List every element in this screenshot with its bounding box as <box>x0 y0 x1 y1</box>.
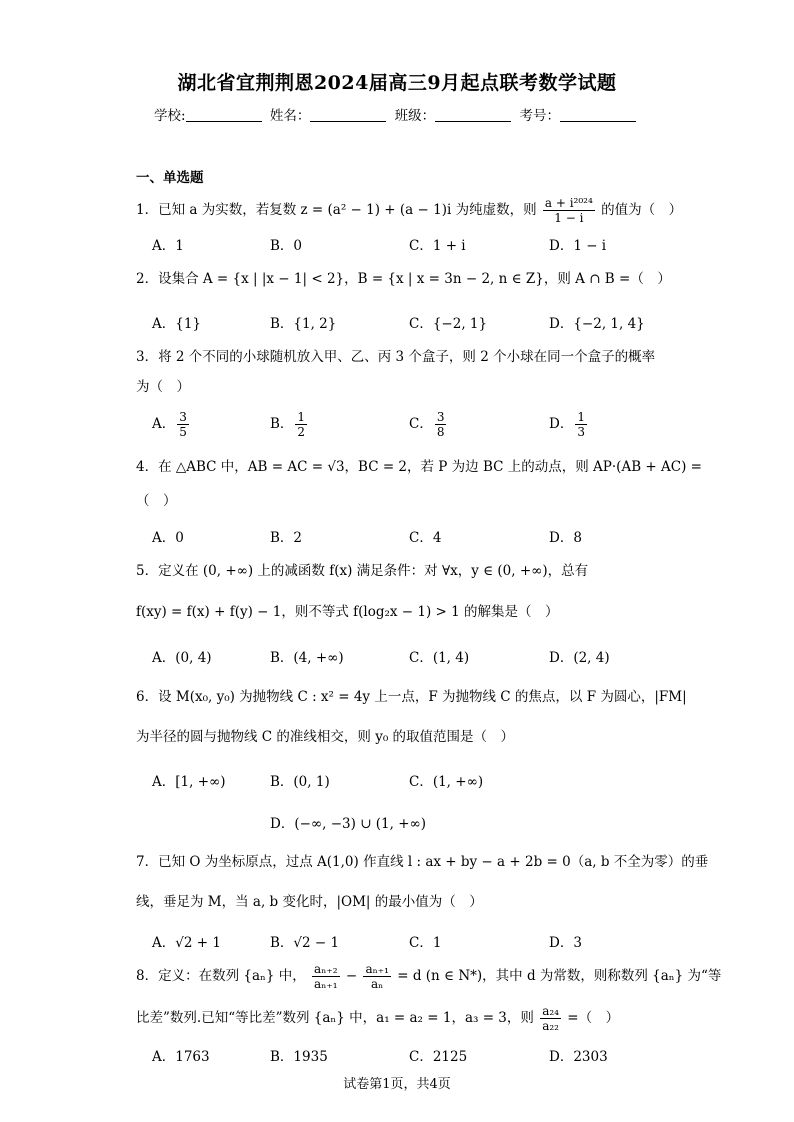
q3-b-num: 1 <box>297 410 306 424</box>
q3-option-d[interactable] <box>549 410 589 439</box>
question-6 <box>136 688 687 706</box>
number-field[interactable] <box>560 108 636 122</box>
q4-option-c[interactable]: C．4 <box>409 530 442 546</box>
q1-text-end: 的值为（ ） <box>601 202 683 218</box>
q3-a-label: A． <box>152 416 176 432</box>
q8-f2-den: aₙ <box>371 977 384 991</box>
q3-text: 3．将 2 个不同的小球随机放入甲、乙、丙 3 个盒子，则 2 个小球在同一个盒子的概率 <box>136 349 656 365</box>
q5-text-2: f(xy) = f(x) + f(y) − 1，则不等式 f(log₂x − 1) > 1 的解集是（ ） <box>136 604 559 620</box>
q3-c-num: 3 <box>436 410 445 424</box>
q8-option-a[interactable]: A．1763 <box>152 1049 210 1065</box>
q2-option-d[interactable]: D．{−2, 1, 4} <box>549 316 645 332</box>
q3-options <box>152 410 712 444</box>
question-8-line2 <box>136 1004 619 1033</box>
question-4-line2 <box>136 492 177 510</box>
school-label: 学校: <box>154 108 186 124</box>
q3-option-b[interactable] <box>270 410 309 439</box>
q6-option-a[interactable]: A．[1, +∞) <box>152 774 226 790</box>
question-2 <box>136 270 671 288</box>
q8-option-d[interactable]: D．2303 <box>549 1049 608 1065</box>
q2-option-b[interactable]: B．{1, 2} <box>270 316 337 332</box>
q8-fraction-2 <box>363 962 391 991</box>
q6-option-c[interactable]: C．(1, +∞) <box>409 774 484 790</box>
q6-text: 6．设 M(x₀, y₀) 为抛物线 C : x² = 4y 上一点，F 为抛物线 C 的焦点，以 F 为圆心，|FM| <box>136 689 687 705</box>
q5-option-d[interactable]: D．(2, 4) <box>549 650 610 666</box>
q5-options <box>152 646 712 668</box>
q3-d-num: 1 <box>577 410 585 424</box>
class-field[interactable] <box>435 108 511 122</box>
q4-option-a[interactable]: A．0 <box>152 530 184 546</box>
student-info-line <box>0 104 794 124</box>
q8-text-2: 比差”数列.已知“等比差”数列 {aₙ} 中，a₁ = a₂ = 1，a₃ = 3，则 <box>136 1010 534 1026</box>
q8-text-2-end: =（ ） <box>567 1010 620 1026</box>
question-6-line2 <box>136 728 514 746</box>
q6-text-2: 为半径的圆与抛物线 C 的准线相交，则 y₀ 的取值范围是（ ） <box>136 729 515 745</box>
q4-text-2: （ ） <box>136 493 177 509</box>
class-label: 班级： <box>394 108 436 124</box>
q4-text: 4．在 △ABC 中，AB = AC = √3，BC = 2，若 P 为边 BC 上的动点，则 AP·(AB + AC) = <box>136 459 702 475</box>
q1-frac-den: 1 − i <box>554 211 584 225</box>
q7-option-b[interactable]: B．√2 − 1 <box>270 935 340 951</box>
question-8 <box>136 962 721 991</box>
number-label: 考号： <box>519 108 560 124</box>
question-7 <box>136 853 708 871</box>
q4-option-d[interactable]: D．8 <box>549 530 582 546</box>
q3-b-den: 2 <box>297 425 306 439</box>
q6-options <box>152 770 712 792</box>
q4-option-b[interactable]: B．2 <box>270 530 303 546</box>
q1-option-c[interactable]: C．1 + i <box>409 238 466 254</box>
q8-options <box>152 1045 712 1067</box>
q3-option-c[interactable] <box>409 410 448 439</box>
q1-fraction <box>543 196 595 225</box>
q8-f2-num: aₙ₊₁ <box>365 962 389 976</box>
q3-d-den: 3 <box>577 425 585 439</box>
name-field[interactable] <box>310 108 386 122</box>
q1-text: 1．已知 a 为实数，若复数 z = (a² − 1) + (a − 1)i 为纯虚数，则 <box>136 202 537 218</box>
q2-option-a[interactable]: A．{1} <box>152 316 202 332</box>
q8-f3-den: a₂₂ <box>542 1019 559 1033</box>
q7-option-a[interactable]: A．√2 + 1 <box>152 935 221 951</box>
q6-option-b[interactable]: B．(0, 1) <box>270 774 330 790</box>
question-7-line2 <box>136 893 483 911</box>
q1-options <box>152 234 712 256</box>
q5-text: 5．定义在 (0, +∞) 上的减函数 f(x) 满足条件：对 ∀x，y ∈ (0, +∞)，总有 <box>136 563 589 579</box>
q2-options <box>152 312 712 334</box>
q7-options <box>152 931 712 953</box>
q8-option-c[interactable]: C．2125 <box>409 1049 468 1065</box>
q7-text: 7．已知 O 为坐标原点，过点 A(1,0) 作直线 l : ax + by − a + 2b = 0（a, b 不全为零）的垂 <box>136 854 709 870</box>
question-5-line2 <box>136 603 559 621</box>
q8-text: 8．定义：在数列 {aₙ} 中， <box>136 968 306 984</box>
q6-options-row2 <box>152 812 712 834</box>
q7-text-2: 线，垂足为 M，当 a, b 变化时，|OM| 的最小值为（ ） <box>136 894 483 910</box>
q7-option-c[interactable]: C．1 <box>409 935 442 951</box>
q8-minus: − <box>345 968 358 984</box>
q2-option-c[interactable]: C．{−2, 1} <box>409 316 488 332</box>
q1-option-d[interactable]: D．1 − i <box>549 238 607 254</box>
q3-c-den: 8 <box>436 425 445 439</box>
section-title: 一、单选题 <box>136 170 204 186</box>
q3-a-num: 3 <box>179 410 187 424</box>
q3-option-a[interactable] <box>152 410 191 439</box>
q1-option-a[interactable]: A．1 <box>152 238 184 254</box>
q5-option-a[interactable]: A．(0, 4) <box>152 650 212 666</box>
q7-option-d[interactable]: D．3 <box>549 935 582 951</box>
q5-option-c[interactable]: C．(1, 4) <box>409 650 470 666</box>
q6-option-d[interactable]: D．(−∞, −3) ∪ (1, +∞) <box>270 816 427 832</box>
q8-f1-num: aₙ₊₂ <box>314 962 338 976</box>
q1-option-b[interactable]: B．0 <box>270 238 303 254</box>
q4-options <box>152 526 712 548</box>
question-4 <box>136 458 702 476</box>
question-1 <box>136 196 682 225</box>
q8-text-mid: = d (n ∈ N*)，其中 d 为常数，则称数列 {aₙ} 为“等 <box>397 968 722 984</box>
school-field[interactable] <box>186 108 262 122</box>
question-3-line2 <box>136 378 190 396</box>
q8-fraction-3 <box>540 1004 561 1033</box>
q8-fraction-1 <box>312 962 340 991</box>
q8-f3-num: a₂₄ <box>542 1004 559 1018</box>
q3-text-2: 为（ ） <box>136 379 190 395</box>
q1-frac-num: a + i²⁰²⁴ <box>544 196 593 210</box>
question-3 <box>136 348 655 366</box>
q3-b-label: B． <box>270 416 294 432</box>
name-label: 姓名： <box>269 108 311 124</box>
q8-option-b[interactable]: B．1935 <box>270 1049 328 1065</box>
q3-d-label: D． <box>549 416 574 432</box>
q8-f1-den: aₙ₊₁ <box>314 977 338 991</box>
question-5 <box>136 562 588 580</box>
exam-title: 湖北省宜荆荆恩2024届高三9月起点联考数学试题 <box>177 72 617 94</box>
page-footer: 试卷第1页，共4页 <box>343 1077 451 1092</box>
q3-a-den: 5 <box>179 425 187 439</box>
q5-option-b[interactable]: B．(4, +∞) <box>270 650 344 666</box>
q2-text: 2．设集合 A = {x | |x − 1| < 2}，B = {x | x = 3n − 2, n ∈ Z}，则 A ∩ B =（ ） <box>136 271 671 287</box>
q3-c-label: C． <box>409 416 433 432</box>
